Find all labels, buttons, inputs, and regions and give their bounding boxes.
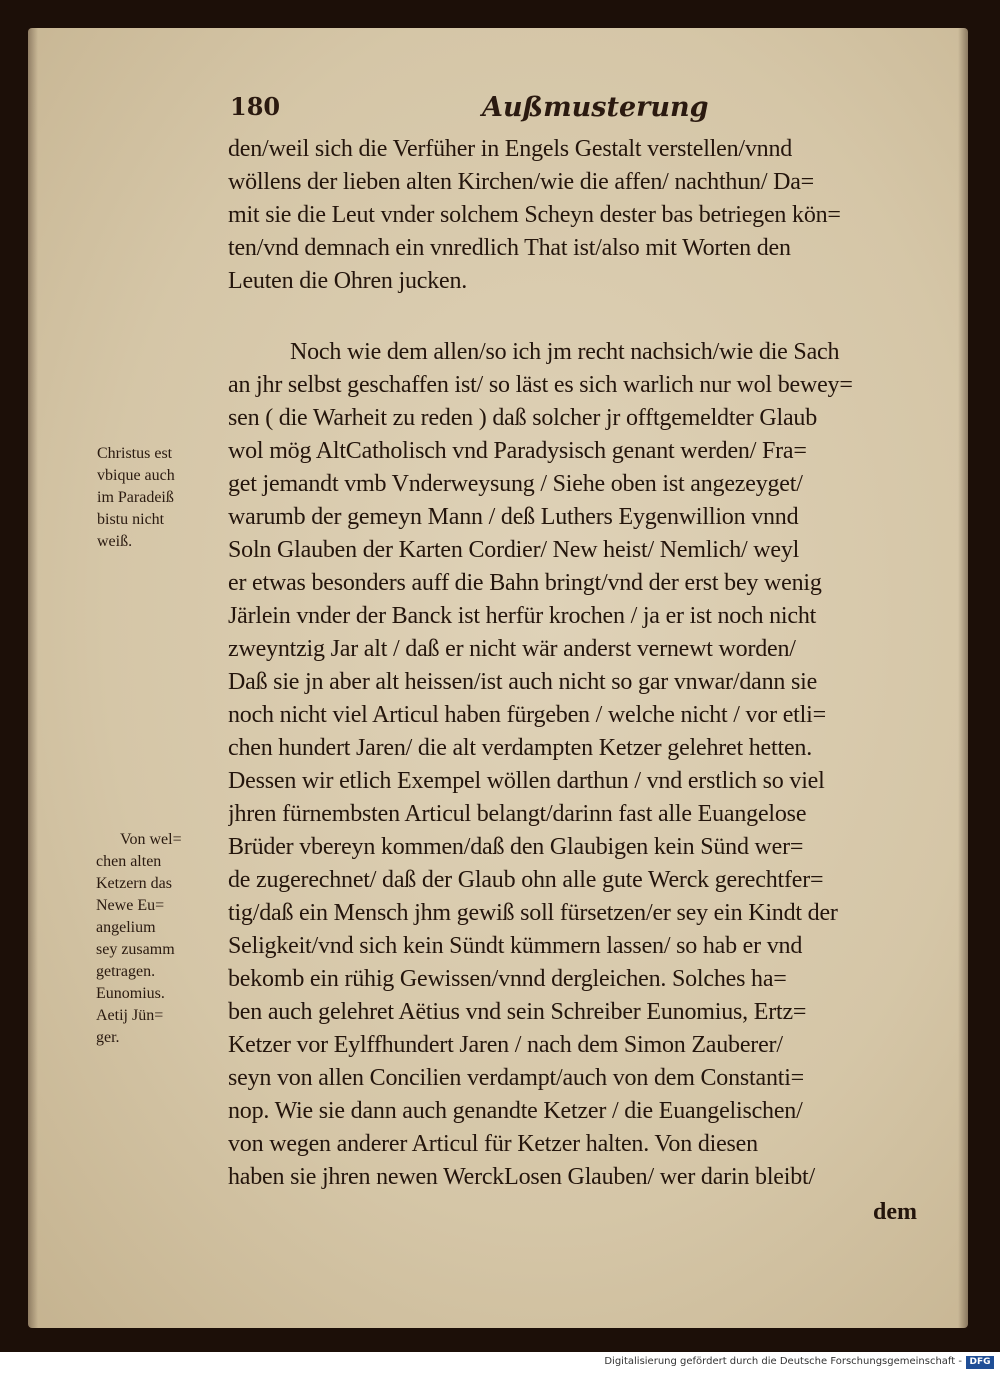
margin-note-line: ger. — [96, 1029, 120, 1046]
text-line: Ketzer vor Eylffhundert Jaren / nach dem Simon Zauberer/ — [228, 1032, 783, 1058]
text-line: zweyntzig Jar alt / daß er nicht wär anderst vernewt worden/ — [228, 636, 796, 662]
text-line: jhren fürnembsten Articul belangt/darinn fast alle Euangelose — [228, 801, 807, 827]
margin-note-line: weiß. — [97, 533, 133, 550]
text-line: Leuten die Ohren jucken. — [228, 268, 468, 294]
page-edge-shadow — [958, 28, 968, 1328]
page-gutter-shadow — [28, 28, 38, 1328]
margin-note-line: vbique auch — [97, 467, 175, 484]
margin-note-christus — [97, 443, 175, 553]
text-line: ben auch gelehret Aëtius vnd sein Schreiber Eunomius, Ertz= — [228, 999, 807, 1025]
text-line: Dessen wir etlich Exempel wöllen darthun / vnd erstlich so viel — [228, 768, 825, 794]
text-line: tig/daß ein Mensch jhm gewiß soll fürsetzen/er sey ein Kindt der — [228, 900, 838, 926]
margin-note-line: im Paradeiß — [97, 489, 174, 506]
page-number: 180 — [230, 92, 281, 121]
margin-note-line: Eunomius. — [96, 985, 165, 1002]
funding-notice: Digitalisierung gefördert durch die Deutsche Forschungsgemeinschaft - — [604, 1356, 962, 1367]
text-line: Seligkeit/vnd sich kein Sündt kümmern lassen/ so hab er vnd — [228, 933, 803, 959]
margin-note-line: bistu nicht — [97, 511, 165, 528]
text-line: mit sie die Leut vnder solchem Scheyn dester bas betriegen kön= — [228, 202, 841, 228]
text-line: Daß sie jn aber alt heissen/ist auch nicht so gar vnwar/dann sie — [228, 669, 818, 695]
text-line: warumb der gemeyn Mann / deß Luthers Eygenwillion vnnd — [228, 504, 799, 530]
dfg-logo-icon[interactable]: DFG — [966, 1356, 994, 1369]
margin-note-line: Newe Eu= — [96, 897, 165, 914]
margin-note-line: Christus est — [97, 445, 173, 462]
paragraph-gap — [228, 298, 928, 336]
margin-note-line: angelium — [96, 919, 156, 936]
text-line: bekomb ein rühig Gewissen/vnnd dergleichen. Solches ha= — [228, 966, 787, 992]
text-line: Brüder vbereyn kommen/daß den Glaubigen kein Sünd wer= — [228, 834, 804, 860]
text-line: Järlein vnder der Banck ist herfür krochen / ja er ist noch nicht — [228, 603, 817, 629]
running-head: Außmusterung — [482, 92, 709, 123]
text-line: chen hundert Jaren/ die alt verdampten Ketzer gelehret hetten. — [228, 735, 812, 761]
text-line: den/weil sich die Verfüher in Engels Gestalt verstellen/vnnd — [228, 136, 793, 162]
text-line: wol mög AltCatholisch vnd Paradysisch genant werden/ Fra= — [228, 438, 807, 464]
text-line: Soln Glauben der Karten Cordier/ New heist/ Nemlich/ weyl — [228, 537, 800, 563]
text-line: de zugerechnet/ daß der Glaub ohn alle gute Werck gerechtfer= — [228, 867, 824, 893]
main-text-block — [228, 133, 928, 1194]
text-line: nop. Wie sie dann auch genandte Ketzer / die Euangelischen/ — [228, 1098, 803, 1124]
margin-note-line: sey zusamm — [96, 941, 175, 958]
margin-note-line: Aetij Jün= — [96, 1007, 164, 1024]
margin-note-ketzern — [96, 829, 182, 1049]
text-line: an jhr selbst geschaffen ist/ so läst es sich warlich nur wol bewey= — [228, 372, 853, 398]
text-line: sen ( die Warheit zu reden ) daß solcher jr offtgemeldter Glaub — [228, 405, 818, 431]
margin-note-line: getragen. — [96, 963, 156, 980]
text-line: haben sie jhren newen WerckLosen Glauben/ wer darin bleibt/ — [228, 1164, 815, 1190]
text-line: seyn von allen Concilien verdampt/auch von dem Constanti= — [228, 1065, 805, 1091]
margin-note-line: Ketzern das — [96, 875, 172, 892]
text-line: wöllens der lieben alten Kirchen/wie die affen/ nachthun/ Da= — [228, 169, 815, 195]
text-line: Noch wie dem allen/so ich jm recht nachsich/wie die Sach — [290, 339, 840, 365]
margin-note-line: chen alten — [96, 853, 162, 870]
footer-bar — [0, 1352, 1000, 1374]
text-line: get jemandt vmb Vnderweysung / Siehe oben ist angezeyget/ — [228, 471, 803, 497]
page-header — [230, 92, 930, 126]
text-line: ten/vnd demnach ein vnredlich That ist/also mit Worten den — [228, 235, 791, 261]
text-line: er etwas besonders auff die Bahn bringt/vnd der erst bey wenig — [228, 570, 822, 596]
text-line: noch nicht viel Articul haben fürgeben / welche nicht / vor etli= — [228, 702, 826, 728]
text-line: von wegen anderer Articul für Ketzer halten. Von diesen — [228, 1131, 758, 1157]
margin-note-line: Von wel= — [120, 831, 182, 848]
catchword: dem — [873, 1199, 917, 1225]
